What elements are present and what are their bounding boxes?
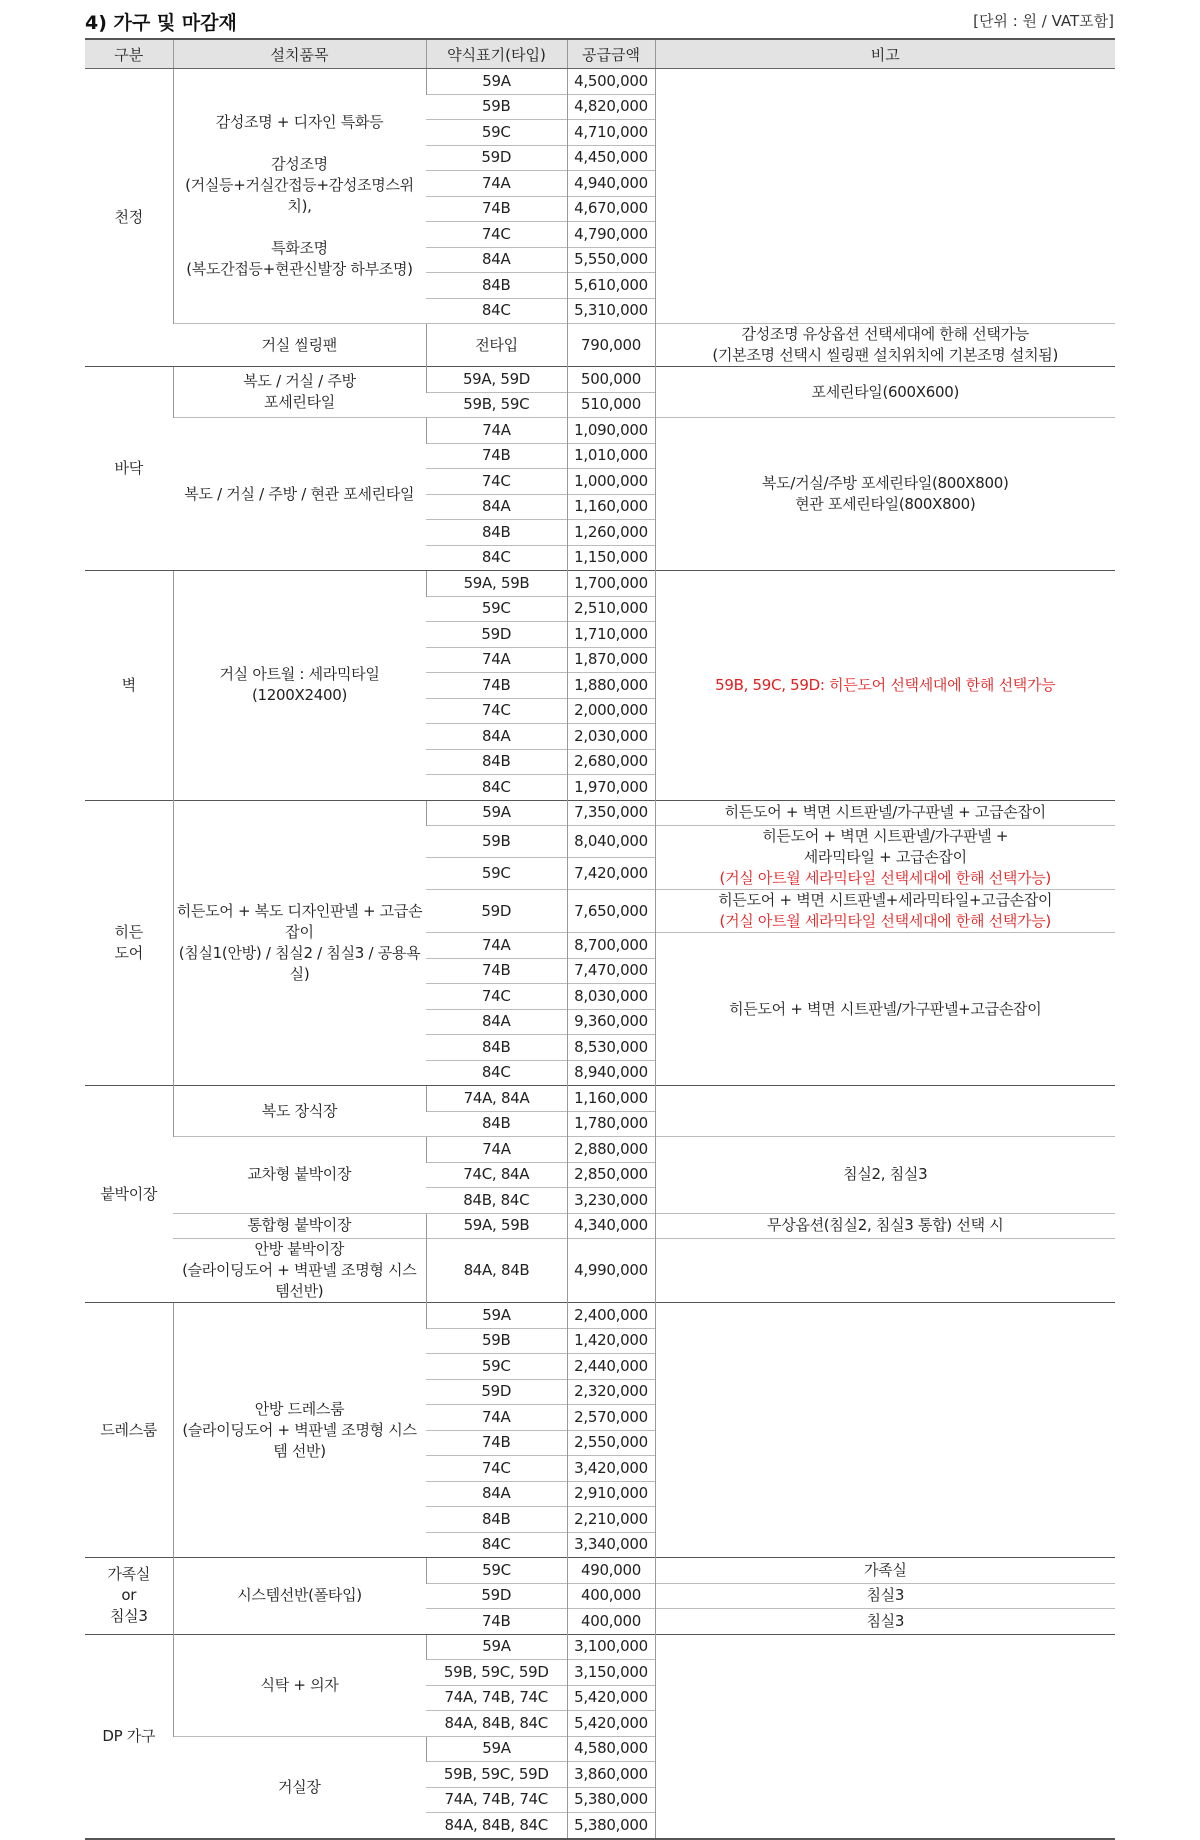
table-cell: 8,700,000	[567, 933, 655, 959]
table-row	[85, 1213, 1115, 1239]
table-cell: 히든도어 + 벽면 시트판넬+세라믹타일+고급손잡이 (거실 아트월 세라믹타일 선택세대에 한해 선택가능)	[655, 890, 1115, 933]
table-cell: 1,000,000	[567, 469, 655, 495]
table-cell: 84A, 84B	[426, 1239, 567, 1303]
table-cell: 1,420,000	[567, 1328, 655, 1354]
table-row	[85, 69, 1115, 95]
table-cell: 59B	[426, 826, 567, 858]
table-cell: 74A	[426, 933, 567, 959]
table-cell: 5,610,000	[567, 273, 655, 299]
table-cell: 74C	[426, 222, 567, 248]
table-cell: DP 가구	[85, 1634, 173, 1839]
table-cell: 790,000	[567, 324, 655, 367]
table-cell: 히든도어 + 벽면 시트판넬/가구판넬 + 세라믹타일 + 고급손잡이 (거실 아트월 세라믹타일 선택세대에 한해 선택가능)	[655, 826, 1115, 890]
table-cell: 59A	[426, 800, 567, 826]
table-cell: 4,990,000	[567, 1239, 655, 1303]
table-cell: 침실2, 침실3	[655, 1137, 1115, 1214]
table-cell: 복도 / 거실 / 주방 포세린타일	[173, 367, 426, 418]
table-cell: 7,350,000	[567, 800, 655, 826]
table-cell: 1,160,000	[567, 494, 655, 520]
table-cell: 59C	[426, 858, 567, 890]
table-row	[85, 1558, 1115, 1584]
table-cell: 5,310,000	[567, 298, 655, 324]
table-cell: 84A	[426, 494, 567, 520]
header-type: 약식표기(타입)	[426, 39, 567, 69]
table-cell: 7,650,000	[567, 890, 655, 933]
table-cell: 가족실 or 침실3	[85, 1558, 173, 1635]
table-cell	[655, 1086, 1115, 1137]
table-cell: 히든도어 + 벽면 시트판넬/가구판넬 + 고급손잡이	[655, 800, 1115, 826]
table-cell: 4,670,000	[567, 196, 655, 222]
table-cell: 59C	[426, 1558, 567, 1584]
table-cell: 74A, 74B, 74C	[426, 1685, 567, 1711]
price-table	[85, 38, 1115, 1840]
note-red: (거실 아트월 세라믹타일 선택세대에 한해 선택가능)	[719, 869, 1051, 887]
table-cell: 침실3	[655, 1583, 1115, 1609]
table-cell: 59D	[426, 1379, 567, 1405]
table-cell: 교차형 붙박이장	[173, 1137, 426, 1214]
table-cell: 84B	[426, 1035, 567, 1061]
table-cell: 4,790,000	[567, 222, 655, 248]
table-cell: 3,340,000	[567, 1532, 655, 1558]
table-cell: 4,940,000	[567, 171, 655, 197]
table-cell: 84A	[426, 724, 567, 750]
table-cell: 벽	[85, 571, 173, 801]
table-cell: 500,000	[567, 367, 655, 393]
table-cell: 84C	[426, 775, 567, 801]
header-category: 구분	[85, 39, 173, 69]
table-cell: 3,230,000	[567, 1188, 655, 1214]
table-cell: 8,030,000	[567, 984, 655, 1010]
table-cell: 59C	[426, 1354, 567, 1380]
table-cell: 1,710,000	[567, 622, 655, 648]
table-cell: 74C	[426, 1456, 567, 1482]
table-cell: 4,820,000	[567, 94, 655, 120]
table-cell: 74B	[426, 443, 567, 469]
table-cell	[655, 1303, 1115, 1558]
table-cell: 59C	[426, 120, 567, 146]
table-cell: 식탁 + 의자	[173, 1634, 426, 1736]
table-cell: 7,420,000	[567, 858, 655, 890]
table-cell: 거실 아트월 : 세라믹타일(1200X2400)	[173, 571, 426, 801]
table-cell: 84A	[426, 1481, 567, 1507]
table-cell: 510,000	[567, 392, 655, 418]
table-cell: 74B	[426, 1430, 567, 1456]
note-red: (거실 아트월 세라믹타일 선택세대에 한해 선택가능)	[719, 912, 1051, 930]
table-cell: 2,030,000	[567, 724, 655, 750]
table-cell: 84B	[426, 273, 567, 299]
header-item: 설치품목	[173, 39, 426, 69]
table-cell: 59B, 59C, 59D	[426, 1660, 567, 1686]
table-cell: 7,470,000	[567, 958, 655, 984]
table-cell: 히든도어 + 벽면 시트판넬/가구판넬+고급손잡이	[655, 933, 1115, 1086]
table-cell: 59A	[426, 1736, 567, 1762]
table-cell: 9,360,000	[567, 1009, 655, 1035]
table-cell: 84B, 84C	[426, 1188, 567, 1214]
table-cell: 5,550,000	[567, 247, 655, 273]
table-cell: 400,000	[567, 1609, 655, 1635]
table-cell: 84C	[426, 1060, 567, 1086]
unit-note: [단위 : 원 / VAT포함]	[973, 12, 1114, 30]
table-cell: 1,150,000	[567, 545, 655, 571]
table-cell: 1,870,000	[567, 647, 655, 673]
header-price: 공급금액	[567, 39, 655, 69]
table-cell: 침실3	[655, 1609, 1115, 1635]
table-cell: 59A, 59B	[426, 571, 567, 597]
table-cell: 59D	[426, 890, 567, 933]
table-cell: 2,910,000	[567, 1481, 655, 1507]
table-row	[85, 1086, 1115, 1112]
table-cell: 59A	[426, 1303, 567, 1329]
table-cell: 4,580,000	[567, 1736, 655, 1762]
table-cell: 59B, 59C, 59D: 히든도어 선택세대에 한해 선택가능	[655, 571, 1115, 801]
table-cell: 84B	[426, 749, 567, 775]
table-row	[85, 418, 1115, 444]
table-cell: 2,400,000	[567, 1303, 655, 1329]
table-cell: 84C	[426, 1532, 567, 1558]
table-cell: 59A, 59B	[426, 1213, 567, 1239]
table-cell: 5,420,000	[567, 1685, 655, 1711]
table-cell: 74A, 74B, 74C	[426, 1787, 567, 1813]
table-cell: 84A	[426, 247, 567, 273]
table-cell: 59B	[426, 94, 567, 120]
table-cell: 59D	[426, 145, 567, 171]
table-row	[85, 324, 1115, 367]
table-cell: 74B	[426, 958, 567, 984]
table-cell: 84B	[426, 520, 567, 546]
table-cell: 59C	[426, 596, 567, 622]
table-cell: 74B	[426, 1609, 567, 1635]
table-row	[85, 571, 1115, 597]
table-row	[85, 367, 1115, 393]
table-cell: 59B, 59C, 59D	[426, 1762, 567, 1788]
table-cell: 5,420,000	[567, 1711, 655, 1737]
header-note: 비고	[655, 39, 1115, 69]
table-cell: 59B	[426, 1328, 567, 1354]
table-cell: 59D	[426, 1583, 567, 1609]
table-cell: 74C	[426, 469, 567, 495]
table-cell: 복도/거실/주방 포세린타일(800X800) 현관 포세린타일(800X800)	[655, 418, 1115, 571]
table-cell	[655, 1239, 1115, 1303]
table-cell: 거실 씰링팬	[173, 324, 426, 367]
table-cell: 490,000	[567, 1558, 655, 1584]
table-cell: 가족실	[655, 1558, 1115, 1584]
table-row	[85, 1137, 1115, 1163]
table-cell: 2,850,000	[567, 1162, 655, 1188]
table-row	[85, 800, 1115, 826]
table-cell: 84A, 84B, 84C	[426, 1711, 567, 1737]
table-cell: 84C	[426, 298, 567, 324]
table-cell	[655, 69, 1115, 324]
table-cell: 59D	[426, 622, 567, 648]
table-cell: 복도 / 거실 / 주방 / 현관 포세린타일	[173, 418, 426, 571]
table-cell: 히든 도어	[85, 800, 173, 1086]
table-cell: 1,970,000	[567, 775, 655, 801]
table-cell: 1,780,000	[567, 1111, 655, 1137]
table-cell: 74B	[426, 673, 567, 699]
table-cell: 59A, 59D	[426, 367, 567, 393]
table-cell: 천정	[85, 69, 173, 367]
table-cell: 2,680,000	[567, 749, 655, 775]
table-cell: 붙박이장	[85, 1086, 173, 1303]
table-cell: 59A	[426, 1634, 567, 1660]
table-cell: 2,570,000	[567, 1405, 655, 1431]
section-header	[0, 0, 1200, 36]
table-cell	[655, 1634, 1115, 1839]
table-cell: 시스템선반(폴타입)	[173, 1558, 426, 1635]
table-cell: 84A	[426, 1009, 567, 1035]
table-cell: 감성조명 + 디자인 특화등 감성조명 (거실등+거실간접등+감성조명스위치), 특화조명 (복도간접등+현관신발장 하부조명)	[173, 69, 426, 324]
table-cell: 2,320,000	[567, 1379, 655, 1405]
table-cell: 거실장	[173, 1736, 426, 1839]
table-cell: 74A	[426, 1137, 567, 1163]
table-cell: 1,090,000	[567, 418, 655, 444]
table-cell: 안방 붙박이장 (슬라이딩도어 + 벽판넬 조명형 시스템선반)	[173, 1239, 426, 1303]
table-cell: 8,040,000	[567, 826, 655, 858]
table-cell: 3,420,000	[567, 1456, 655, 1482]
table-cell: 74A	[426, 1405, 567, 1431]
table-cell: 8,530,000	[567, 1035, 655, 1061]
table-cell: 히든도어 + 복도 디자인판넬 + 고급손잡이 (침실1(안방) / 침실2 / 침실3 / 공용욕실)	[173, 800, 426, 1086]
table-cell: 5,380,000	[567, 1813, 655, 1839]
table-row	[85, 1634, 1115, 1660]
table-header-row	[85, 39, 1115, 69]
table-cell: 74A	[426, 418, 567, 444]
table-cell: 포세린타일(600X600)	[655, 367, 1115, 418]
table-cell: 무상옵션(침실2, 침실3 통합) 선택 시	[655, 1213, 1115, 1239]
table-cell: 8,940,000	[567, 1060, 655, 1086]
table-cell: 1,880,000	[567, 673, 655, 699]
table-cell: 1,260,000	[567, 520, 655, 546]
table-cell: 74C	[426, 698, 567, 724]
table-cell: 2,880,000	[567, 1137, 655, 1163]
table-cell: 84B	[426, 1507, 567, 1533]
table-cell: 74C, 84A	[426, 1162, 567, 1188]
table-cell: 59B, 59C	[426, 392, 567, 418]
table-cell: 2,440,000	[567, 1354, 655, 1380]
table-cell: 복도 장식장	[173, 1086, 426, 1137]
table-cell: 1,700,000	[567, 571, 655, 597]
table-cell: 74A	[426, 647, 567, 673]
table-cell: 84C	[426, 545, 567, 571]
table-cell: 2,210,000	[567, 1507, 655, 1533]
table-cell: 74C	[426, 984, 567, 1010]
table-cell: 2,550,000	[567, 1430, 655, 1456]
table-cell: 안방 드레스룸 (슬라이딩도어 + 벽판넬 조명형 시스템 선반)	[173, 1303, 426, 1558]
table-cell: 전타입	[426, 324, 567, 367]
table-cell: 드레스룸	[85, 1303, 173, 1558]
table-row	[85, 1303, 1115, 1329]
table-cell: 3,150,000	[567, 1660, 655, 1686]
table-cell: 1,160,000	[567, 1086, 655, 1112]
table-cell: 통합형 붙박이장	[173, 1213, 426, 1239]
table-cell: 84A, 84B, 84C	[426, 1813, 567, 1839]
table-cell: 84B	[426, 1111, 567, 1137]
table-cell: 2,000,000	[567, 698, 655, 724]
table-cell: 74A, 84A	[426, 1086, 567, 1112]
table-cell: 1,010,000	[567, 443, 655, 469]
table-body	[85, 69, 1115, 1839]
table-cell: 바닥	[85, 367, 173, 571]
table-cell: 감성조명 유상옵션 선택세대에 한해 선택가능 (기본조명 선택시 씰링팬 설치위치에 기본조명 설치됨)	[655, 324, 1115, 367]
table-cell: 400,000	[567, 1583, 655, 1609]
table-cell: 59A	[426, 69, 567, 95]
table-cell: 5,380,000	[567, 1787, 655, 1813]
section-title: 4) 가구 및 마감재	[85, 12, 237, 34]
table-cell: 3,100,000	[567, 1634, 655, 1660]
table-cell: 4,340,000	[567, 1213, 655, 1239]
table-cell: 4,450,000	[567, 145, 655, 171]
table-cell: 2,510,000	[567, 596, 655, 622]
table-cell: 4,500,000	[567, 69, 655, 95]
table-cell: 4,710,000	[567, 120, 655, 146]
table-cell: 74A	[426, 171, 567, 197]
table-cell: 74B	[426, 196, 567, 222]
table-cell: 3,860,000	[567, 1762, 655, 1788]
